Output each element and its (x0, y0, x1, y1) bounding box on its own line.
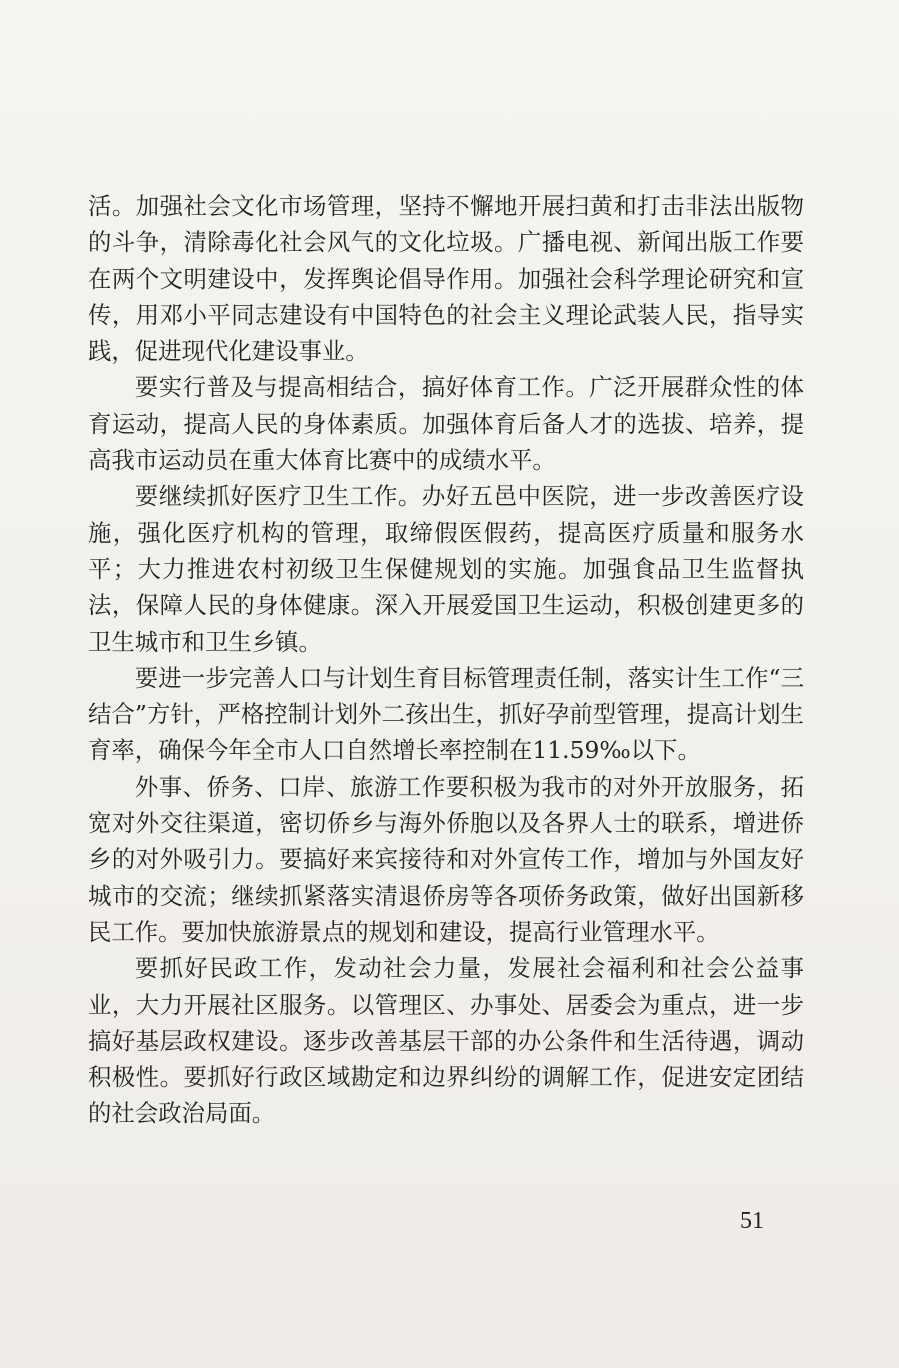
paragraph-foreign-affairs: 外事、侨务、口岸、旅游工作要积极为我市的对外开放服务，拓宽对外交往渠道，密切侨乡与海外侨胞以及各界人士的联系，增进侨乡的对外吸引力。要搞好来宾接待和对外宣传工作，增加与外国友好城市的交流；继续抓紧落实清退侨房等各项侨务政策，做好出国新移民工作。要加快旅游景点的规划和建设，提高行业管理水平。 (88, 772, 804, 946)
paragraph-sports: 要实行普及与提高相结合，搞好体育工作。广泛开展群众性的体育运动，提高人民的身体素质。加强体育后备人才的选拔、培养，提高我市运动员在重大体育比赛中的成绩水平。 (88, 373, 804, 475)
paragraph-civil-affairs: 要抓好民政工作，发动社会力量，发展社会福利和社会公益事业，大力开展社区服务。以管理区、办事处、居委会为重点，进一步搞好基层政权建设。逐步改善基层干部的办公条件和生活待遇，调动积极性。要抓好行政区域勘定和边界纠纷的调解工作，促进安定团结的社会政治局面。 (88, 954, 804, 1128)
page-number: 51 (740, 1208, 764, 1234)
paragraph-family-planning: 要进一步完善人口与计划生育目标管理责任制，落实计生工作“三结合”方针，严格控制计划外二孩出生，抓好孕前型管理，提高计划生育率，确保今年全市人口自然增长率控制在11.59‰以下。 (88, 663, 804, 765)
paragraph-health: 要继续抓好医疗卫生工作。办好五邑中医院，进一步改善医疗设施，强化医疗机构的管理，取缔假医假药，提高医疗质量和服务水平；大力推进农村初级卫生保健规划的实施。加强食品卫生监督执法，保障人民的身体健康。深入开展爱国卫生运动，积极创建更多的卫生城市和卫生乡镇。 (88, 482, 804, 656)
paragraph-continuation: 活。加强社会文化市场管理，坚持不懈地开展扫黄和打击非法出版物的斗争，清除毒化社会风气的文化垃圾。广播电视、新闻出版工作要在两个文明建设中，发挥舆论倡导作用。加强社会科学理论研究和宣传，用邓小平同志建设有中国特色的社会主义理论武装人民，指导实践，促进现代化建设事业。 (88, 192, 804, 366)
body-text (88, 188, 804, 1132)
